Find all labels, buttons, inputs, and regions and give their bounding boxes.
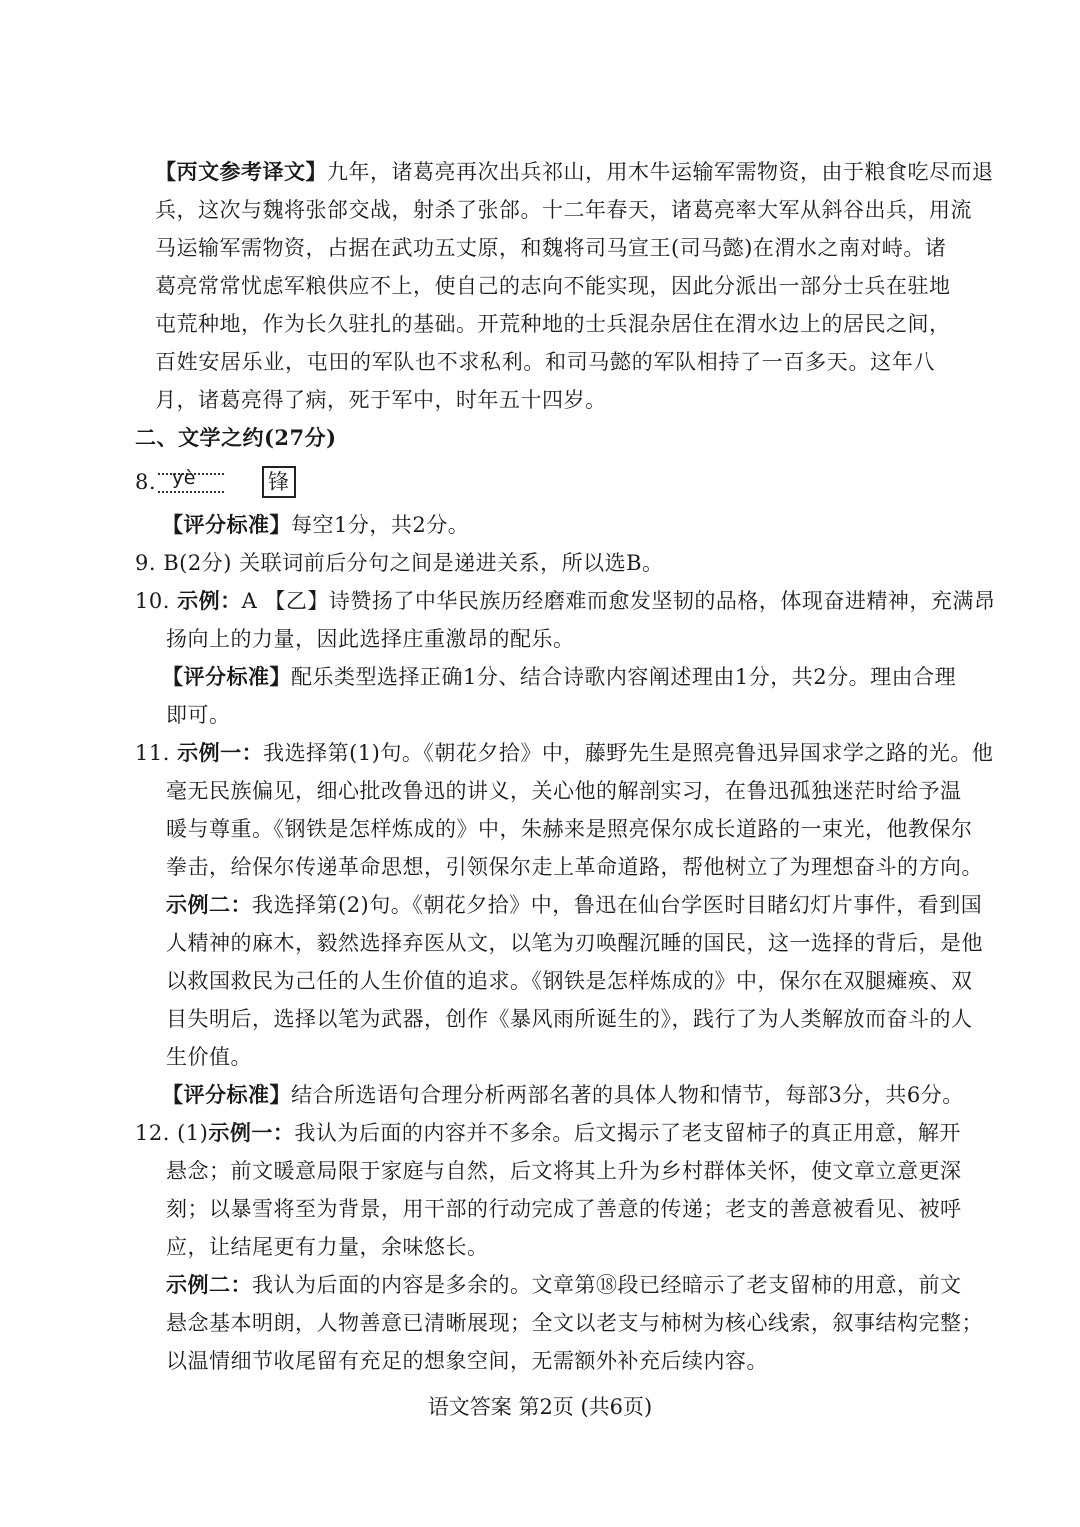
question-8-number: 8. [135,470,157,494]
translation-heading: 【丙文参考译文】 [155,159,327,184]
question-12-ex2-line-1: 示例二：我认为后面的内容是多余的。文章第⑱段已经暗示了老支留柿的用意，前文 [166,1272,962,1297]
example-label: 示例一： [208,1120,295,1145]
question-11-standard: 【评分标准】结合所选语句合理分析两部名著的具体人物和情节，每部3分，共6分。 [162,1082,964,1107]
question-12-ex1-line-2: 悬念；前文暖意局限于家庭与自然，后文将其上升为乡村群体关怀，使文章立意更深 [166,1159,962,1183]
scoring-tag: 【评分标准】 [162,664,291,689]
question-11-ex2-line-3: 以救国救民为己任的人生价值的追求。《钢铁是怎样炼成的》中，保尔在双腿瘫痪、双 [166,969,973,993]
question-12-ex1-line-1: 12. (1)示例一：我认为后面的内容并不多余。后文揭示了老支留柿子的真正用意，解开 [135,1120,961,1145]
scoring-tag: 【评分标准】 [162,512,291,537]
question-8 [135,466,296,498]
translation-line-2: 兵，这次与魏将张郃交战，射杀了张郃。十二年春天，诸葛亮率大军从斜谷出兵，用流 [155,198,972,222]
question-11-ex2-line-1: 示例二：我选择第(2)句。《朝花夕拾》中，鲁迅在仙台学医时目睹幻灯片事件，看到国 [166,892,983,917]
question-11-ex1-line-2: 毫无民族偏见，细心批改鲁迅的讲义，关心他的解剖实习，在鲁迅孤独迷茫时给予温 [166,779,962,803]
page-footer: 语文答案 第2页 (共6页) [427,1395,653,1419]
example-label: 示例二： [166,1272,252,1297]
question-9: 9. B(2分) 关联词前后分句之间是递进关系，所以选B。 [135,551,664,575]
section-title: 二、文学之约(27分) [135,425,337,450]
question-11-ex2-line-5: 生价值。 [166,1045,252,1069]
translation-line-6: 百姓安居乐业，屯田的军队也不求私利。和司马懿的军队相持了一百多天。这年八 [155,350,935,374]
question-10-line-2: 扬向上的力量，因此选择庄重激昂的配乐。 [166,627,575,651]
question-8-standard: 【评分标准】每空1分，共2分。 [162,512,470,537]
question-11-ex1-line-4: 拳击，给保尔传递革命思想，引领保尔走上革命道路，帮他树立了为理想奋斗的方向。 [166,855,983,879]
boxed-character: 锋 [262,466,296,498]
example-label: 示例一： [177,740,264,765]
question-11-ex2-line-2: 人精神的麻木，毅然选择弃医从文，以笔为刃唤醒沉睡的国民，这一选择的背后，是他 [166,931,983,955]
pinyin-answer: yè [172,467,196,489]
example-label: 示例： [177,588,242,613]
translation-line-3: 马运输军需物资，占据在武功五丈原，和魏将司马宣王(司马懿)在渭水之南对峙。诸 [155,236,947,260]
question-10-standard-2: 即可。 [166,703,231,727]
question-12-ex2-line-3: 以温情细节收尾留有充足的想象空间，无需额外补充后续内容。 [166,1349,768,1373]
question-12-ex1-line-4: 应，让结尾更有力量，余味悠长。 [166,1235,489,1259]
translation-line-4: 葛亮常常忧虑军粮供应不上，使自己的志向不能实现，因此分派出一部分士兵在驻地 [155,274,951,298]
pinyin-blank [158,467,224,493]
scoring-tag: 【评分标准】 [162,1082,291,1107]
question-12-ex1-line-3: 刻；以暴雪将至为背景，用干部的行动完成了善意的传递；老支的善意被看见、被呼 [166,1197,962,1221]
question-10-standard-1: 【评分标准】配乐类型选择正确1分、结合诗歌内容阐述理由1分，共2分。理由合理 [162,664,957,689]
question-11-ex1-line-3: 暖与尊重。《钢铁是怎样炼成的》中，朱赫来是照亮保尔成长道路的一束光，他教保尔 [166,817,973,841]
question-12-ex2-line-2: 悬念基本明朗，人物善意已清晰展现；全文以老支与柿树为核心线索，叙事结构完整； [166,1311,983,1335]
translation-line-1: 【丙文参考译文】九年，诸葛亮再次出兵祁山，用木牛运输军需物资，由于粮食吃尽而退 [155,159,994,184]
example-label: 示例二： [166,892,252,917]
question-11-ex2-line-4: 目失明后，选择以笔为武器，创作《暴风雨所诞生的》，践行了为人类解放而奋斗的人 [166,1007,973,1031]
translation-line-5: 屯荒种地，作为长久驻扎的基础。开荒种地的士兵混杂居住在渭水边上的居民之间， [155,312,951,336]
question-11-ex1-line-1: 11. 示例一：我选择第(1)句。《朝花夕拾》中，藤野先生是照亮鲁迅异国求学之路的光。他 [135,740,994,765]
question-10-line-1: 10. 示例：A 【乙】诗赞扬了中华民族历经磨难而愈发坚韧的品格，体现奋进精神，充满昂 [135,588,996,613]
translation-line-7: 月，诸葛亮得了病，死于军中，时年五十四岁。 [155,388,607,412]
